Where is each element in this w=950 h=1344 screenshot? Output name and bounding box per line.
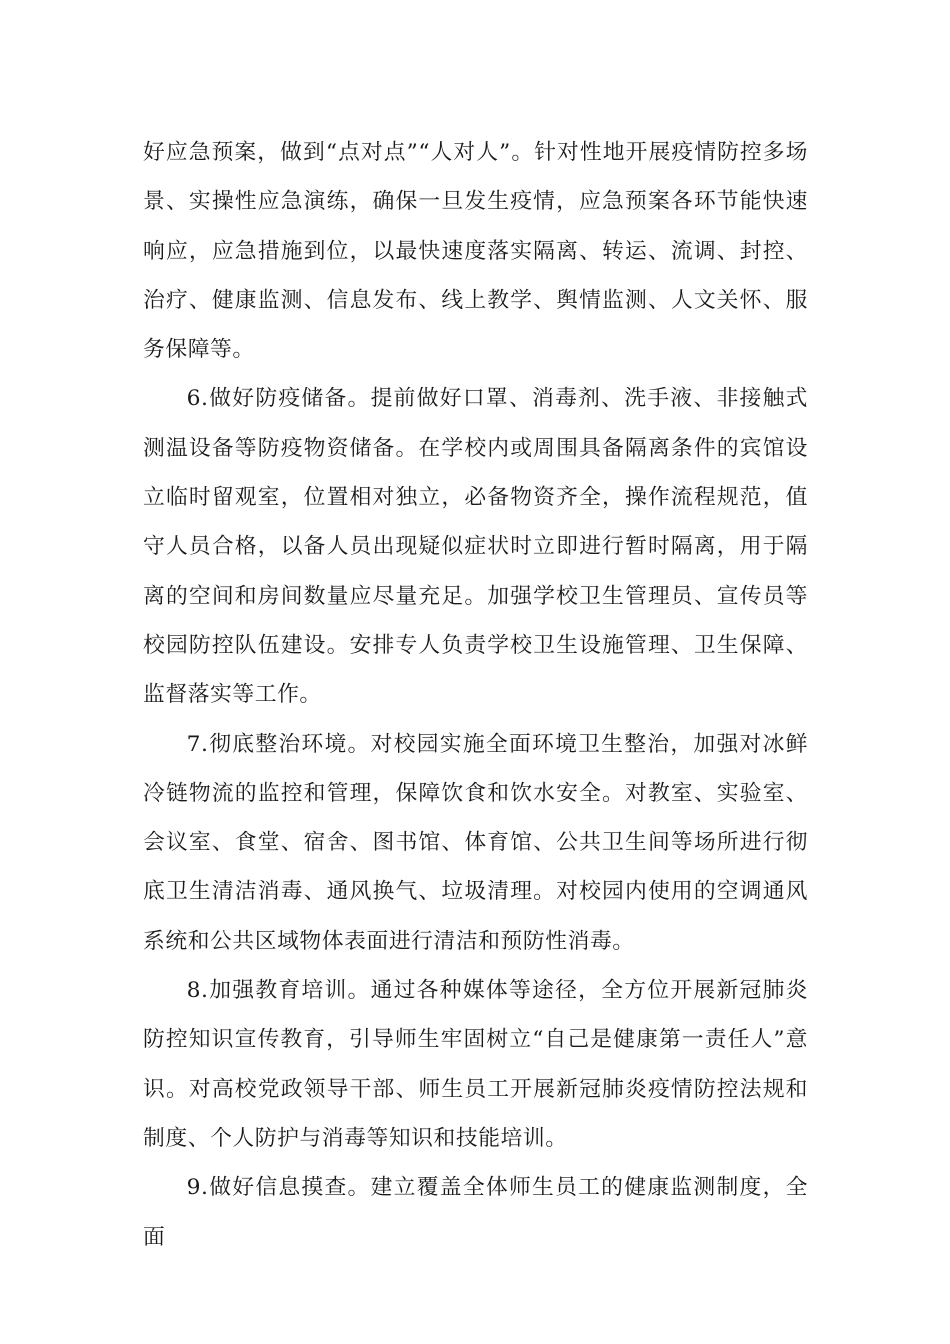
paragraph-item-6: 6.做好防疫储备。提前做好口罩、消毒剂、洗手液、非接触式测温设备等防疫物资储备。在学校内或周围具备隔离条件的宾馆设立临时留观室，位置相对独立，必备物资齐全，操作流程规范，值守人员合格，以备人员出现疑似症状时立即进行暂时隔离，用于隔离的空间和房间数量应尽量充足。加强学校卫生管理员、宣传员等校园防控队伍建设。安排专人负责学校卫生设施管理、卫生保障、监督落实等工作。 — [143, 386, 808, 708]
paragraph-item-9: 9.做好信息摸查。建立覆盖全体师生员工的健康监测制度，全面 — [143, 1175, 808, 1250]
paragraph-continuation: 好应急预案，做到“点对点”“人对人”。针对性地开展疫情防控多场景、实操性应急演练，确保一旦发生疫情，应急预案各环节能快速响应，应急措施到位，以最快速度落实隔离、转运、流调、封控、治疗、健康监测、信息发布、线上教学、舆情监测、人文关怀、服务保障等。 — [143, 140, 808, 363]
paragraph-item-7: 7.彻底整治环境。对校园实施全面环境卫生整治，加强对冰鲜冷链物流的监控和管理，保障饮食和饮水安全。对教室、实验室、会议室、食堂、宿舍、图书馆、体育馆、公共卫生间等场所进行彻底卫生清洁消毒、通风换气、垃圾清理。对校园内使用的空调通风系统和公共区域物体表面进行清洁和预防性消毒。 — [143, 731, 808, 954]
paragraph-item-8: 8.加强教育培训。通过各种媒体等途径，全方位开展新冠肺炎防控知识宣传教育，引导师生牢固树立“自己是健康第一责任人”意识。对高校党政领导干部、师生员工开展新冠肺炎疫情防控法规和制度、个人防护与消毒等知识和技能培训。 — [143, 978, 808, 1151]
document-body — [143, 128, 808, 1262]
